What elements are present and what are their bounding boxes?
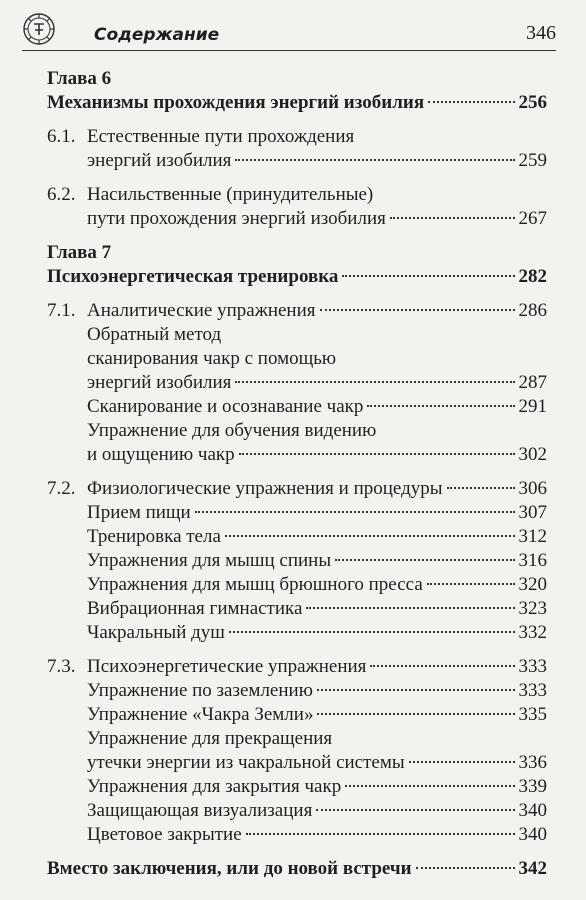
dot-leader bbox=[225, 535, 515, 537]
toc-entry-line bbox=[47, 703, 547, 727]
entry-title: Упражнение для обучения видению bbox=[87, 420, 377, 441]
dot-leader bbox=[409, 761, 515, 763]
entry-title: утечки энергии из чакральной системы bbox=[87, 752, 405, 773]
dot-leader bbox=[447, 487, 515, 489]
emblem-icon bbox=[22, 12, 56, 46]
dot-leader bbox=[317, 689, 515, 691]
entry-title: Вибрационная гимнастика bbox=[87, 598, 303, 619]
table-of-contents bbox=[47, 67, 547, 881]
toc-entry-line bbox=[47, 419, 547, 443]
dot-leader bbox=[316, 809, 514, 811]
entry-title: Тренировка тела bbox=[87, 526, 221, 547]
dot-leader bbox=[195, 511, 515, 513]
entry-page-number: 342 bbox=[518, 858, 547, 879]
toc-entry-line bbox=[47, 443, 547, 467]
toc-entry-line bbox=[47, 477, 547, 501]
toc-entry-line bbox=[47, 549, 547, 573]
entry-page-number: 282 bbox=[518, 266, 547, 287]
toc-entry-line bbox=[47, 371, 547, 395]
entry-page-number: 332 bbox=[518, 622, 547, 643]
toc-entry-line bbox=[47, 655, 547, 679]
dot-leader bbox=[235, 159, 514, 161]
toc-entry-line bbox=[47, 347, 547, 371]
entry-page-number: 323 bbox=[518, 598, 547, 619]
toc-entry-line bbox=[47, 91, 547, 115]
toc-entry-line bbox=[47, 775, 547, 799]
entry-page-number: 267 bbox=[518, 208, 547, 229]
section-number: 6.2. bbox=[47, 184, 76, 205]
toc-entry-line bbox=[47, 751, 547, 775]
toc-entry-line bbox=[47, 395, 547, 419]
dot-leader bbox=[342, 275, 514, 277]
entry-title: пути прохождения энергий изобилия bbox=[87, 208, 386, 229]
entry-page-number: 312 bbox=[518, 526, 547, 547]
entry-title: Упражнение «Чакра Земли» bbox=[87, 704, 314, 725]
entry-page-number: 336 bbox=[518, 752, 547, 773]
dot-leader bbox=[317, 713, 514, 715]
entry-title: Аналитические упражнения bbox=[87, 300, 316, 321]
dot-leader bbox=[427, 583, 515, 585]
section-number: 7.1. bbox=[47, 300, 76, 321]
entry-page-number: 256 bbox=[518, 92, 547, 113]
dot-leader bbox=[345, 785, 514, 787]
entry-title: энергий изобилия bbox=[87, 372, 232, 393]
entry-page-number: 286 bbox=[518, 300, 547, 321]
entry-title: Естественные пути прохождения bbox=[87, 126, 355, 147]
section-number: 7.3. bbox=[47, 656, 76, 677]
entry-page-number: 320 bbox=[518, 574, 547, 595]
entry-title: Обратный метод bbox=[87, 324, 222, 345]
toc-entry-line bbox=[47, 265, 547, 289]
dot-leader bbox=[370, 665, 514, 667]
entry-page-number: 333 bbox=[518, 656, 547, 677]
entry-page-number: 339 bbox=[518, 776, 547, 797]
entry-page-number: 287 bbox=[518, 372, 547, 393]
dot-leader bbox=[235, 381, 514, 383]
entry-title: Сканирование и осознавание чакр bbox=[87, 396, 364, 417]
page-header bbox=[22, 10, 556, 51]
dot-leader bbox=[306, 607, 514, 609]
section-number: 7.2. bbox=[47, 478, 76, 499]
entry-title: Физиологические упражнения и процедуры bbox=[87, 478, 443, 499]
entry-title: Упражнения для мышц брюшного пресса bbox=[87, 574, 423, 595]
entry-title: Психоэнергетические упражнения bbox=[87, 656, 367, 677]
entry-page-number: 259 bbox=[518, 150, 547, 171]
page-number: 346 bbox=[526, 22, 556, 44]
entry-title: Насильственные (принудительные) bbox=[87, 184, 374, 205]
entry-title: Упражнение по заземлению bbox=[87, 680, 313, 701]
dot-leader bbox=[367, 405, 514, 407]
dot-leader bbox=[390, 217, 515, 219]
toc-entry-line bbox=[47, 679, 547, 703]
toc-entry-line bbox=[47, 823, 547, 847]
dot-leader bbox=[239, 453, 515, 455]
dot-leader bbox=[428, 101, 514, 103]
dot-leader bbox=[335, 559, 514, 561]
entry-title: Механизмы прохождения энергий изобилия bbox=[47, 92, 425, 113]
toc-entry-line bbox=[47, 299, 547, 323]
section-number: 6.1. bbox=[47, 126, 76, 147]
toc-entry-line bbox=[47, 501, 547, 525]
entry-title: энергий изобилия bbox=[87, 150, 232, 171]
toc-entry-line bbox=[47, 207, 547, 231]
toc-entry-line bbox=[47, 525, 547, 549]
toc-entry-line bbox=[47, 573, 547, 597]
entry-page-number: 333 bbox=[518, 680, 547, 701]
entry-title: Цветовое закрытие bbox=[87, 824, 242, 845]
entry-page-number: 316 bbox=[518, 550, 547, 571]
entry-title: Прием пищи bbox=[87, 502, 191, 523]
entry-title: Упражнение для прекращения bbox=[87, 728, 333, 749]
entry-title: Психоэнергетическая тренировка bbox=[47, 266, 339, 287]
entry-title: Вместо заключения, или до новой встречи bbox=[47, 858, 412, 879]
toc-entry-line bbox=[47, 597, 547, 621]
entry-title: Упражнения для мышц спины bbox=[87, 550, 332, 571]
dot-leader bbox=[246, 833, 515, 835]
dot-leader bbox=[416, 867, 515, 869]
entry-title: сканирования чакр с помощью bbox=[87, 348, 337, 369]
entry-title: и ощущению чакр bbox=[87, 444, 235, 465]
entry-page-number: 307 bbox=[518, 502, 547, 523]
chapter-label: Глава 7 bbox=[47, 242, 112, 263]
toc-entry-line bbox=[47, 857, 547, 881]
dot-leader bbox=[320, 309, 515, 311]
toc-entry-line bbox=[47, 799, 547, 823]
entry-page-number: 340 bbox=[518, 824, 547, 845]
entry-page-number: 306 bbox=[518, 478, 547, 499]
toc-entry-line bbox=[47, 125, 547, 149]
entry-page-number: 335 bbox=[518, 704, 547, 725]
entry-title: Защищающая визуализация bbox=[87, 800, 313, 821]
toc-entry-line bbox=[47, 621, 547, 645]
entry-page-number: 302 bbox=[518, 444, 547, 465]
toc-entry-line bbox=[47, 183, 547, 207]
toc-entry-line bbox=[47, 323, 547, 347]
toc-entry-line bbox=[47, 727, 547, 751]
entry-title: Упражнения для закрытия чакр bbox=[87, 776, 342, 797]
section-title: Содержание bbox=[94, 25, 220, 45]
entry-page-number: 291 bbox=[518, 396, 547, 417]
toc-entry-line bbox=[47, 149, 547, 173]
entry-title: Чакральный душ bbox=[87, 622, 225, 643]
entry-page-number: 340 bbox=[518, 800, 547, 821]
dot-leader bbox=[229, 631, 515, 633]
chapter-label: Глава 6 bbox=[47, 68, 112, 89]
